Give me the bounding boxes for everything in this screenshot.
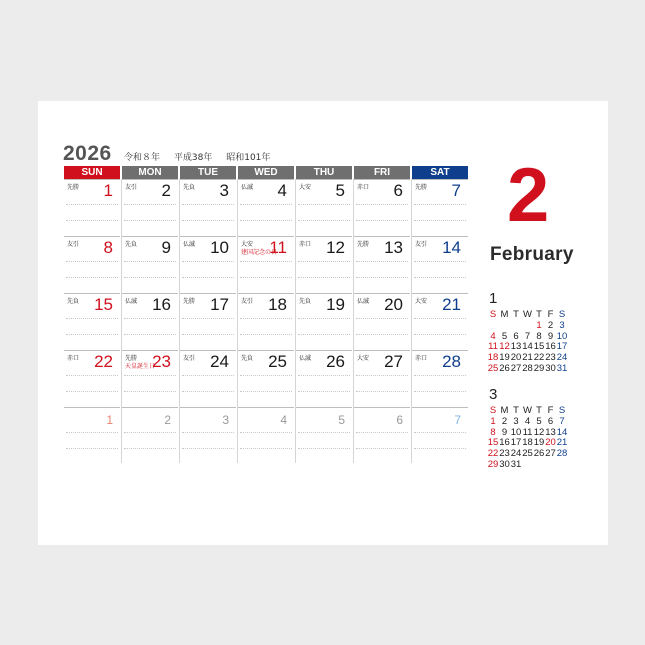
rokuyo-label: 先負 <box>183 184 196 191</box>
mini-day-number: 16 <box>545 341 556 353</box>
mini-calendar-prev <box>489 291 585 374</box>
memo-line <box>240 448 292 449</box>
day-cell[interactable] <box>238 179 294 236</box>
rokuyo-label: 先負 <box>241 355 254 362</box>
memo-line <box>182 448 234 449</box>
memo-line <box>356 318 408 319</box>
rokuyo-label: 赤口 <box>67 355 80 362</box>
day-number: 6 <box>393 181 403 200</box>
memo-line <box>298 448 350 449</box>
mini-day-number: 29 <box>533 362 545 374</box>
mini-day-number: 13 <box>545 426 556 438</box>
mini-day-number: 17 <box>556 341 568 353</box>
memo-line <box>66 220 118 221</box>
mini-day-number: 31 <box>556 362 568 374</box>
mini-weekday-label: T <box>536 309 542 320</box>
mini-day-number: 11 <box>488 341 498 353</box>
mini-day-number: 13 <box>510 341 522 353</box>
day-cell[interactable] <box>296 407 352 464</box>
day-cell[interactable] <box>354 350 410 407</box>
day-cell[interactable] <box>64 407 120 464</box>
rokuyo-label: 先勝 <box>357 241 370 248</box>
mini-weekday-row <box>489 405 585 416</box>
mini-week-row <box>489 331 585 342</box>
mini-day-number: 5 <box>501 330 508 342</box>
era-showa: 昭和101年 <box>226 153 271 163</box>
memo-line <box>298 261 350 262</box>
day-number: 20 <box>384 295 403 314</box>
day-number: 2 <box>161 181 171 200</box>
mini-day-number: 6 <box>547 415 554 427</box>
memo-line <box>298 432 350 433</box>
memo-line <box>298 220 350 221</box>
memo-line <box>356 261 408 262</box>
day-cell[interactable] <box>64 293 120 350</box>
day-cell[interactable] <box>296 350 352 407</box>
mini-day-number: 2 <box>501 415 508 427</box>
mini-weekday-row <box>489 309 585 320</box>
mini-day-number: 28 <box>522 362 533 374</box>
rokuyo-label: 仏滅 <box>125 298 138 305</box>
day-number: 28 <box>442 352 461 371</box>
day-number: 18 <box>268 295 287 314</box>
memo-line <box>356 391 408 392</box>
rokuyo-label: 先勝 <box>67 184 80 191</box>
day-number: 19 <box>326 295 345 314</box>
mini-day-number: 4 <box>524 415 531 427</box>
weekday-header-fri: FRI <box>354 166 410 179</box>
memo-line <box>66 334 118 335</box>
day-number: 4 <box>277 181 287 200</box>
memo-line <box>182 334 234 335</box>
mini-week-row <box>489 363 585 374</box>
mini-day-number: 2 <box>547 319 554 331</box>
rokuyo-label: 友引 <box>67 241 80 248</box>
mini-calendar-next <box>489 387 585 470</box>
mini-week-row <box>489 459 585 470</box>
era-reiwa: 令和８年 <box>124 153 161 163</box>
mini-day-number: 9 <box>547 330 554 342</box>
next-month-day-number: 2 <box>164 413 171 427</box>
mini-day-number: 27 <box>510 362 522 374</box>
rokuyo-label: 赤口 <box>415 355 428 362</box>
memo-line <box>240 204 292 205</box>
mini-day-number: 20 <box>510 352 522 364</box>
day-number: 10 <box>210 238 229 257</box>
next-month-day-number: 3 <box>222 413 229 427</box>
rokuyo-label: 赤口 <box>357 184 370 191</box>
day-cell[interactable] <box>122 236 178 293</box>
day-number: 15 <box>94 295 113 314</box>
next-month-day-number: 6 <box>396 413 403 427</box>
mini-day-number: 7 <box>524 330 531 342</box>
mini-day-number: 12 <box>533 426 545 438</box>
mini-weekday-label: S <box>489 405 497 416</box>
weekday-header-mon: MON <box>122 166 178 179</box>
mini-day-number: 15 <box>487 437 499 449</box>
day-number: 12 <box>326 238 345 257</box>
mini-day-number: 14 <box>522 341 533 353</box>
day-number: 11 <box>269 238 287 257</box>
memo-line <box>356 448 408 449</box>
rokuyo-label: 先勝 <box>415 184 428 191</box>
mini-day-number: 20 <box>545 437 556 449</box>
mini-day-number: 31 <box>510 458 522 470</box>
rokuyo-label: 先負 <box>67 298 80 305</box>
mini-day-number: 22 <box>487 448 499 460</box>
memo-line <box>124 261 176 262</box>
memo-line <box>182 261 234 262</box>
day-number: 24 <box>210 352 229 371</box>
day-number: 5 <box>335 181 345 200</box>
memo-line <box>240 375 292 376</box>
memo-line <box>66 448 118 449</box>
mini-week-row <box>489 416 585 427</box>
memo-line <box>182 277 234 278</box>
mini-day-number: 26 <box>499 362 510 374</box>
day-number: 23 <box>152 352 171 371</box>
mini-day-number: 19 <box>533 437 545 449</box>
mini-day-number: 9 <box>501 426 508 438</box>
weekday-header-tue: TUE <box>180 166 236 179</box>
mini-day-number: 29 <box>487 458 499 470</box>
weekday-header-sat: SAT <box>412 166 468 179</box>
day-number: 17 <box>210 295 229 314</box>
mini-week-row <box>489 341 585 352</box>
memo-line <box>414 334 466 335</box>
memo-line <box>298 391 350 392</box>
mini-week-row <box>489 437 585 448</box>
rokuyo-label: 仏滅 <box>241 184 254 191</box>
memo-line <box>356 277 408 278</box>
memo-line <box>182 204 234 205</box>
mini-week-row <box>489 427 585 438</box>
month-grid <box>64 166 469 463</box>
day-number: 22 <box>94 352 113 371</box>
mini-day-number: 26 <box>533 448 545 460</box>
mini-day-number: 4 <box>490 330 496 342</box>
day-cell[interactable] <box>354 293 410 350</box>
mini-weekday-label: W <box>523 309 532 320</box>
next-month-day-number: 7 <box>454 413 461 427</box>
mini-weekday-label: F <box>547 405 554 416</box>
memo-line <box>298 375 350 376</box>
day-number: 9 <box>161 238 171 257</box>
rokuyo-label: 友引 <box>241 298 254 305</box>
memo-line <box>124 204 176 205</box>
memo-line <box>182 391 234 392</box>
memo-line <box>240 391 292 392</box>
rokuyo-label: 仏滅 <box>299 355 312 362</box>
day-cell[interactable] <box>238 350 294 407</box>
memo-line <box>298 318 350 319</box>
memo-line <box>356 220 408 221</box>
mini-weekday-label: W <box>523 405 532 416</box>
mini-calendar-month: 1 <box>489 290 498 307</box>
day-number: 14 <box>442 238 461 257</box>
mini-day-number: 15 <box>533 341 545 353</box>
day-cell[interactable] <box>64 350 120 407</box>
day-cell[interactable] <box>122 179 178 236</box>
mini-day-number: 11 <box>522 426 533 438</box>
mini-day-number: 30 <box>499 458 510 470</box>
memo-line <box>240 334 292 335</box>
holiday-label: 建国記念の日 <box>241 249 278 256</box>
memo-line <box>66 277 118 278</box>
memo-line <box>124 432 176 433</box>
day-cell[interactable] <box>64 236 120 293</box>
month-number: 2 <box>507 153 550 238</box>
memo-line <box>124 375 176 376</box>
memo-line <box>356 375 408 376</box>
mini-day-number: 24 <box>556 352 568 364</box>
memo-line <box>298 277 350 278</box>
mini-day-number: 18 <box>487 352 499 364</box>
mini-day-number: 10 <box>510 426 522 438</box>
mini-day-number: 16 <box>499 437 510 449</box>
mini-day-number: 25 <box>487 362 499 374</box>
holiday-label: 天皇誕生日 <box>125 363 156 370</box>
memo-line <box>414 391 466 392</box>
rokuyo-label: 先勝 <box>125 355 138 362</box>
mini-weekday-label: F <box>547 309 554 320</box>
memo-line <box>414 277 466 278</box>
memo-line <box>240 277 292 278</box>
memo-line <box>414 204 466 205</box>
day-cell[interactable] <box>354 179 410 236</box>
rokuyo-label: 先負 <box>299 298 312 305</box>
memo-line <box>240 318 292 319</box>
era-heisei: 平成38年 <box>173 153 213 163</box>
mini-day-number: 5 <box>536 415 542 427</box>
weekday-header-sun: SUN <box>64 166 120 179</box>
day-number: 16 <box>152 295 171 314</box>
memo-line <box>182 432 234 433</box>
rokuyo-label: 先負 <box>125 241 138 248</box>
memo-line <box>124 220 176 221</box>
rokuyo-label: 先勝 <box>183 298 196 305</box>
mini-weekday-label: S <box>558 405 566 416</box>
day-cell[interactable] <box>296 179 352 236</box>
day-cell[interactable] <box>412 236 468 293</box>
memo-line <box>124 391 176 392</box>
day-cell[interactable] <box>122 293 178 350</box>
day-cell[interactable] <box>122 407 178 464</box>
mini-day-number: 21 <box>556 437 568 449</box>
memo-line <box>414 432 466 433</box>
memo-line <box>182 220 234 221</box>
mini-day-number: 23 <box>499 448 510 460</box>
mini-day-number: 8 <box>490 426 496 438</box>
mini-week-row <box>489 352 585 363</box>
mini-weekday-label: S <box>558 309 566 320</box>
mini-day-number: 1 <box>536 319 542 331</box>
memo-line <box>414 375 466 376</box>
day-cell[interactable] <box>296 293 352 350</box>
day-cell[interactable] <box>122 350 178 407</box>
day-number: 7 <box>451 181 461 200</box>
memo-line <box>414 448 466 449</box>
mini-day-number: 21 <box>522 352 533 364</box>
mini-day-number: 3 <box>559 319 565 331</box>
memo-line <box>66 318 118 319</box>
memo-line <box>414 220 466 221</box>
mini-weekday-label: M <box>500 309 509 320</box>
mini-day-number: 7 <box>559 415 565 427</box>
memo-line <box>356 334 408 335</box>
rokuyo-label: 大安 <box>299 184 312 191</box>
mini-day-number: 17 <box>510 437 522 449</box>
mini-day-number: 8 <box>536 330 542 342</box>
day-cell[interactable] <box>412 407 468 464</box>
mini-day-number: 19 <box>499 352 510 364</box>
mini-day-number: 6 <box>513 330 519 342</box>
day-cell[interactable] <box>180 407 236 464</box>
memo-line <box>298 334 350 335</box>
memo-line <box>66 375 118 376</box>
mini-day-number: 27 <box>545 448 556 460</box>
mini-day-number: 18 <box>522 437 533 449</box>
rokuyo-label: 友引 <box>125 184 138 191</box>
memo-line <box>182 375 234 376</box>
day-number: 1 <box>103 181 113 200</box>
memo-line <box>298 204 350 205</box>
day-cell[interactable] <box>412 350 468 407</box>
memo-line <box>356 432 408 433</box>
day-number: 3 <box>219 181 229 200</box>
weekday-header-thu: THU <box>296 166 352 179</box>
day-number: 13 <box>384 238 403 257</box>
day-number: 25 <box>268 352 287 371</box>
day-cell[interactable] <box>180 293 236 350</box>
mini-day-number: 28 <box>556 448 568 460</box>
memo-line <box>124 334 176 335</box>
next-month-day-number: 4 <box>280 413 287 427</box>
day-number: 21 <box>442 295 461 314</box>
mini-day-number: 12 <box>499 341 510 353</box>
rokuyo-label: 赤口 <box>299 241 312 248</box>
day-cell[interactable] <box>180 179 236 236</box>
rokuyo-label: 大安 <box>415 298 428 305</box>
mini-weekday-label: M <box>500 405 509 416</box>
day-number: 27 <box>384 352 403 371</box>
day-cell[interactable] <box>64 179 120 236</box>
mini-day-number: 25 <box>522 448 533 460</box>
memo-line <box>66 261 118 262</box>
memo-line <box>240 261 292 262</box>
mini-day-number: 24 <box>510 448 522 460</box>
day-cell[interactable] <box>354 407 410 464</box>
memo-line <box>124 318 176 319</box>
memo-line <box>414 318 466 319</box>
mini-day-number: 10 <box>556 330 568 342</box>
memo-line <box>66 204 118 205</box>
day-cell[interactable] <box>412 179 468 236</box>
rokuyo-label: 大安 <box>357 355 370 362</box>
day-cell[interactable] <box>354 236 410 293</box>
day-cell[interactable] <box>238 236 294 293</box>
mini-day-number: 14 <box>556 426 568 438</box>
era-years <box>124 150 281 163</box>
mini-day-number: 30 <box>545 362 556 374</box>
day-cell[interactable] <box>238 407 294 464</box>
rokuyo-label: 友引 <box>183 355 196 362</box>
memo-line <box>124 448 176 449</box>
day-number: 8 <box>103 238 113 257</box>
weekday-header-wed: WED <box>238 166 294 179</box>
next-month-day-number: 1 <box>106 413 113 427</box>
day-cell[interactable] <box>180 236 236 293</box>
mini-weekday-label: T <box>536 405 542 416</box>
day-cell[interactable] <box>180 350 236 407</box>
memo-line <box>240 220 292 221</box>
memo-line <box>124 277 176 278</box>
rokuyo-label: 仏滅 <box>357 298 370 305</box>
memo-line <box>66 391 118 392</box>
rokuyo-label: 友引 <box>415 241 428 248</box>
next-month-day-number: 5 <box>338 413 345 427</box>
memo-line <box>182 318 234 319</box>
mini-week-row <box>489 448 585 459</box>
day-cell[interactable] <box>412 293 468 350</box>
memo-line <box>240 432 292 433</box>
mini-weekday-label: T <box>513 405 519 416</box>
mini-weekday-label: T <box>513 309 519 320</box>
memo-line <box>66 432 118 433</box>
mini-week-row <box>489 320 585 331</box>
memo-line <box>356 204 408 205</box>
month-name: February <box>490 244 574 265</box>
mini-calendar-month: 3 <box>489 386 498 403</box>
day-cell[interactable] <box>296 236 352 293</box>
memo-line <box>414 261 466 262</box>
day-number: 26 <box>326 352 345 371</box>
mini-day-number: 1 <box>490 415 496 427</box>
rokuyo-label: 大安 <box>241 241 254 248</box>
year-label: 2026 <box>63 142 112 165</box>
day-cell[interactable] <box>238 293 294 350</box>
mini-day-number: 22 <box>533 352 545 364</box>
mini-day-number: 3 <box>513 415 519 427</box>
rokuyo-label: 仏滅 <box>183 241 196 248</box>
mini-weekday-label: S <box>489 309 497 320</box>
mini-day-number: 23 <box>545 352 556 364</box>
